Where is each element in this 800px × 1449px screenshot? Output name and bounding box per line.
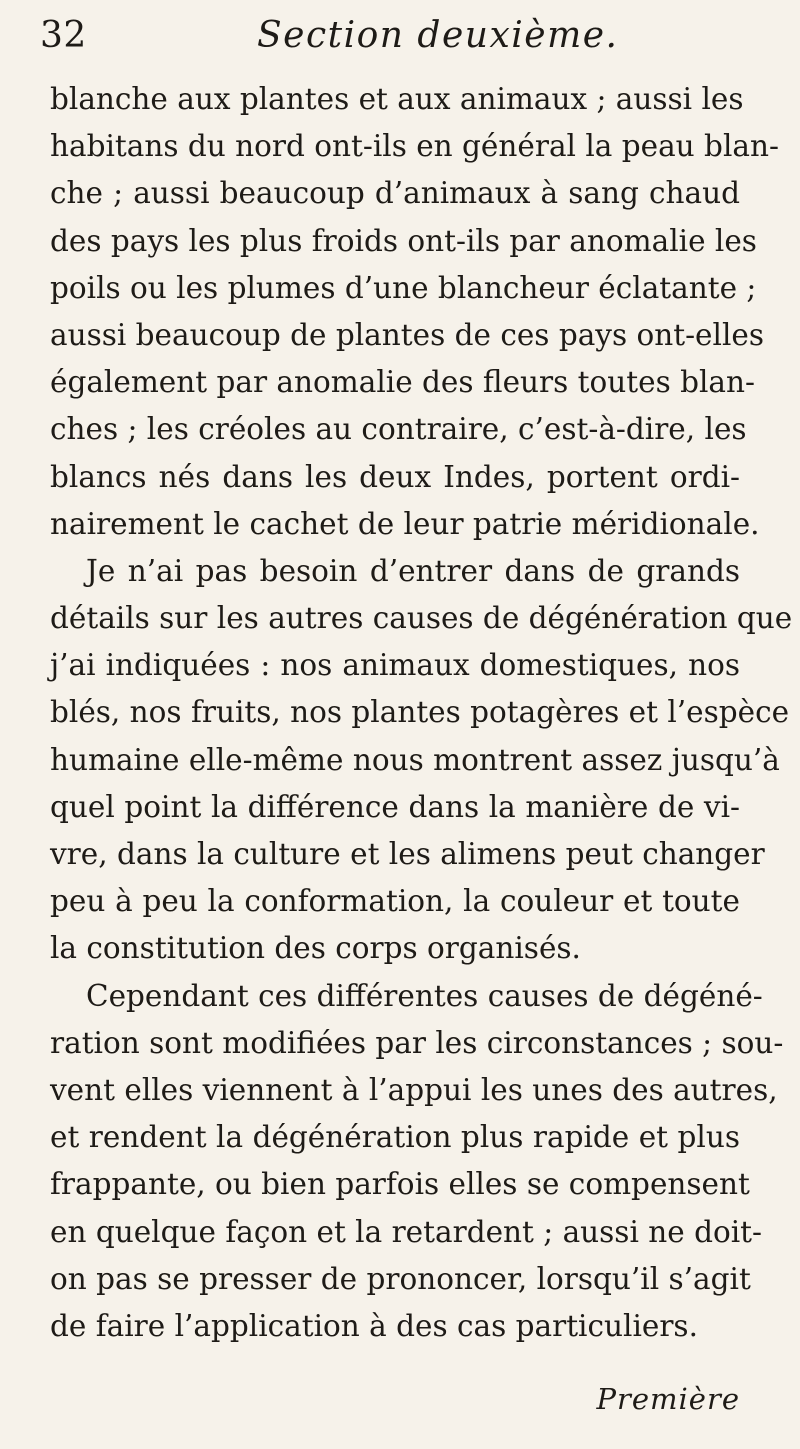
text-line: vre, dans la culture et les alimens peut changer	[50, 837, 765, 871]
text-line: et rendent la dégénération plus rapide et plus	[50, 1120, 740, 1155]
text-line: vent elles viennent à l’appui les unes des autres,	[50, 1072, 778, 1107]
text-line: ches ; les créoles au contraire, c’est-à-dire, les	[50, 412, 747, 447]
text-line: aussi beaucoup de plantes de ces pays ont-elles	[50, 317, 764, 352]
text-line: humaine elle-même nous montrent assez jusqu’à	[50, 742, 780, 777]
text-line: détails sur les autres causes de dégénération que	[50, 601, 793, 636]
text-line: poils ou les plumes d’une blancheur éclatante ;	[50, 270, 757, 305]
text-line: j’ai indiquées : nos animaux domestiques, nos	[50, 648, 740, 683]
text-line: Cependant ces différentes causes de dégéné-	[86, 978, 763, 1013]
section-title: Section deuxième.	[257, 15, 619, 56]
text-line: frappante, ou bien parfois elles se compensent	[50, 1167, 750, 1202]
text-line: blés, nos fruits, nos plantes potagères et l’espèce	[50, 695, 790, 730]
text-line: ration sont modifiées par les circonstances ; sou-	[50, 1025, 784, 1060]
text-line: des pays les plus froids ont-ils par anomalie les	[50, 223, 757, 258]
body-text	[50, 76, 793, 1350]
catchword: Première	[596, 1382, 740, 1416]
text-line: nairement le cachet de leur patrie méridionale.	[50, 506, 760, 541]
text-line: peu à peu la conformation, la couleur et toute	[50, 884, 740, 919]
text-line: che ; aussi beaucoup d’animaux à sang chaud	[50, 176, 740, 211]
text-line: blanche aux plantes et aux animaux ; aussi les	[50, 82, 744, 116]
text-line: en quelque façon et la retardent ; aussi ne doit-	[50, 1214, 762, 1249]
text-line: quel point la différence dans la manière de vi-	[50, 789, 740, 824]
text-line: de faire l’application à des cas particuliers.	[50, 1308, 698, 1343]
text-line: également par anomalie des fleurs toutes blan-	[50, 365, 755, 400]
page-number: 32	[40, 15, 87, 56]
text-line: la constitution des corps organisés.	[50, 931, 581, 966]
running-head	[0, 0, 800, 78]
text-line: habitans du nord ont-ils en général la peau blan-	[50, 129, 779, 164]
text-line: on pas se presser de prononcer, lorsqu’il s’agit	[50, 1261, 751, 1296]
text-line: blancs nés dans les deux Indes, portent ordi-	[50, 459, 740, 494]
text-line: Je n’ai pas besoin d’entrer dans de grands	[86, 553, 740, 588]
